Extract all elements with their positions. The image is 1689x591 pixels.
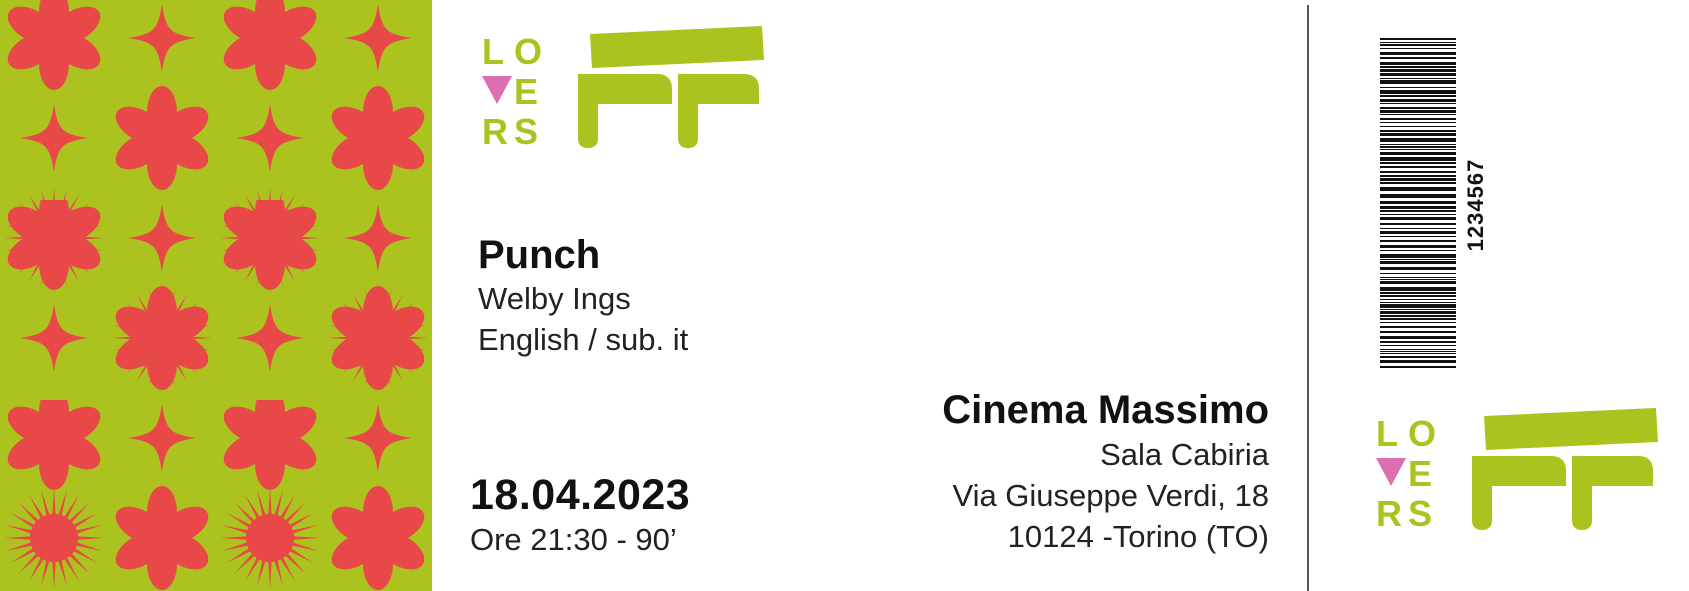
barcode-bar xyxy=(1380,144,1456,145)
barcode-bar xyxy=(1380,245,1456,248)
barcode-bar xyxy=(1380,52,1456,55)
logo-letter-o: O xyxy=(514,31,543,72)
barcode-bar xyxy=(1380,107,1456,109)
barcode-bar xyxy=(1380,345,1456,346)
barcode-bar xyxy=(1380,182,1456,184)
floral-pattern xyxy=(0,0,432,591)
barcode-bar xyxy=(1380,152,1456,155)
lovers-ff-logo xyxy=(482,14,764,164)
barcode-bar xyxy=(1380,261,1456,264)
barcode-bar xyxy=(1380,99,1456,102)
barcode-bar xyxy=(1380,38,1456,40)
barcode-bar xyxy=(1380,162,1456,164)
barcode-bar xyxy=(1380,292,1456,294)
barcode-bar xyxy=(1380,95,1456,97)
venue-info xyxy=(942,386,1269,557)
barcode-bar xyxy=(1380,149,1456,150)
stub-divider xyxy=(1307,5,1309,591)
sunburst-icon xyxy=(4,488,104,588)
barcode-bar xyxy=(1380,66,1456,68)
sunburst-icon xyxy=(112,288,212,388)
barcode-bar xyxy=(1380,236,1456,237)
barcode-bar xyxy=(1380,210,1456,212)
barcode-bar xyxy=(1380,187,1456,191)
barcode-bar xyxy=(1380,175,1456,177)
film-director: Welby Ings xyxy=(478,281,631,316)
barcode-bar xyxy=(1380,146,1456,148)
barcode-bar xyxy=(1380,349,1456,350)
stub-logo-triangle-icon xyxy=(1376,458,1406,486)
logo-letter-l: L xyxy=(482,31,504,72)
barcode-bar xyxy=(1380,201,1456,204)
barcode-bar xyxy=(1380,130,1456,132)
film-language: English / sub. it xyxy=(478,322,689,357)
barcode-bar xyxy=(1380,166,1456,168)
barcode-bar xyxy=(1380,360,1456,363)
barcode-bar xyxy=(1380,80,1456,84)
barcode-bar xyxy=(1380,87,1456,88)
barcode-bar xyxy=(1380,277,1456,278)
barcode-bar xyxy=(1380,331,1456,333)
barcode-bar xyxy=(1380,171,1456,173)
barcode-bar xyxy=(1380,267,1456,270)
barcode-bar xyxy=(1380,336,1456,339)
barcode-bar xyxy=(1380,287,1456,291)
barcode-bar xyxy=(1380,254,1456,258)
barcode-bar xyxy=(1380,356,1456,358)
barcode-bar xyxy=(1380,326,1456,328)
barcode-bar xyxy=(1380,279,1456,280)
stub-logo-letter-l: L xyxy=(1376,413,1398,454)
venue-street: Via Giuseppe Verdi, 18 xyxy=(952,478,1269,513)
film-info xyxy=(478,232,688,360)
barcode-bar xyxy=(1380,341,1456,343)
barcode-bar xyxy=(1380,42,1456,43)
barcode-bar xyxy=(1380,231,1456,234)
barcode-bar xyxy=(1380,304,1456,308)
barcode-bar xyxy=(1380,309,1456,310)
barcode-bar xyxy=(1380,73,1456,76)
barcode-bar xyxy=(1380,126,1456,127)
barcode-bar xyxy=(1380,122,1456,123)
barcode-bar xyxy=(1380,273,1456,274)
barcode-bar xyxy=(1380,318,1456,320)
barcode-bar xyxy=(1380,295,1456,297)
barcode-bar xyxy=(1380,114,1456,115)
barcode-bar xyxy=(1380,118,1456,120)
barcode xyxy=(1380,38,1456,368)
barcode-bar xyxy=(1380,299,1456,300)
barcode-bar xyxy=(1380,90,1456,94)
barcode-bar xyxy=(1380,48,1456,49)
lovers-ff-logo-stub xyxy=(1372,396,1662,546)
stub-logo-letter-o: O xyxy=(1408,413,1437,454)
venue-name: Cinema Massimo xyxy=(942,388,1269,432)
barcode-bar xyxy=(1380,194,1456,198)
stub-logo-letter-e: E xyxy=(1408,453,1433,494)
barcode-bar xyxy=(1380,178,1456,181)
barcode-bar xyxy=(1380,110,1456,113)
barcode-bar xyxy=(1380,57,1456,59)
barcode-bar xyxy=(1380,157,1456,161)
barcode-bar xyxy=(1380,315,1456,317)
barcode-bar xyxy=(1380,259,1456,260)
screening-info xyxy=(470,470,690,560)
barcode-bar xyxy=(1380,228,1456,229)
barcode-bar xyxy=(1380,138,1456,142)
barcode-bar xyxy=(1380,281,1456,284)
barcode-bar xyxy=(1380,250,1456,251)
barcode-bar xyxy=(1380,62,1456,65)
logo-letter-s: S xyxy=(514,111,539,152)
barcode-bar xyxy=(1380,366,1456,368)
sunburst-icon xyxy=(220,188,320,288)
stub-logo-letter-r: R xyxy=(1376,493,1402,534)
barcode-bar xyxy=(1380,214,1456,215)
screening-time: Ore 21:30 - 90’ xyxy=(470,522,677,557)
screening-date: 18.04.2023 xyxy=(470,471,691,519)
sunburst-icon xyxy=(328,288,428,388)
barcode-bar xyxy=(1380,78,1456,79)
film-title: Punch xyxy=(478,233,601,277)
ticket-code: 1234567 xyxy=(1463,158,1488,252)
logo-letter-e: E xyxy=(514,71,539,112)
sunburst-icon xyxy=(220,488,320,588)
logo-triangle-icon xyxy=(482,76,512,104)
logo-letter-r: R xyxy=(482,111,508,152)
barcode-bar xyxy=(1380,302,1456,303)
barcode-bar xyxy=(1380,223,1456,225)
sunburst-icon xyxy=(4,188,104,288)
barcode-bar xyxy=(1380,103,1456,104)
stub-logo-letter-s: S xyxy=(1408,493,1433,534)
barcode-bar xyxy=(1380,240,1456,242)
barcode-bar xyxy=(1380,353,1456,354)
venue-hall: Sala Cabiria xyxy=(1100,437,1269,472)
venue-city: 10124 -Torino (TO) xyxy=(1007,519,1269,554)
barcode-bar xyxy=(1380,69,1456,72)
barcode-bar xyxy=(1380,206,1456,209)
barcode-bar xyxy=(1380,351,1456,352)
barcode-bar xyxy=(1380,322,1456,323)
barcode-bar xyxy=(1380,217,1456,220)
barcode-bar xyxy=(1380,133,1456,136)
barcode-bar xyxy=(1380,311,1456,314)
barcode-bar xyxy=(1380,44,1456,46)
